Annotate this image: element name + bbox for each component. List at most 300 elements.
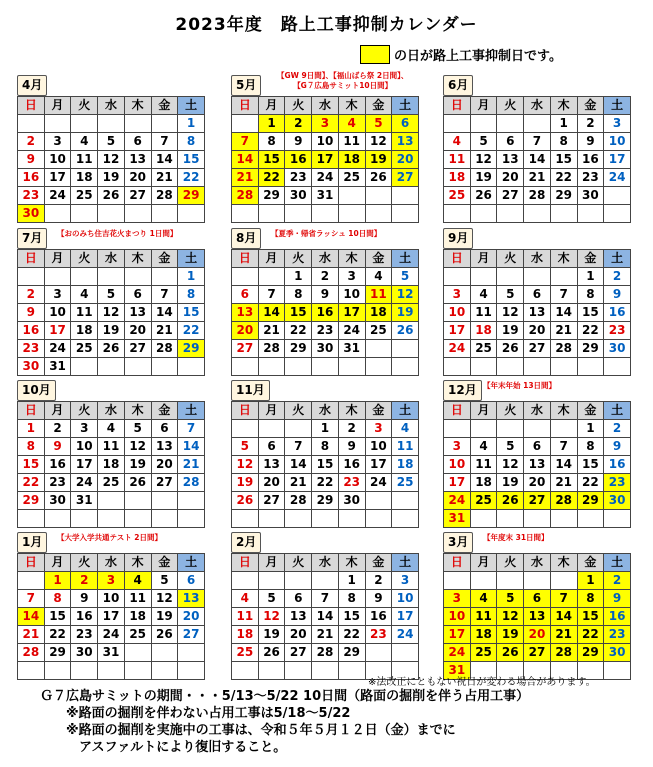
day-cell: 15 <box>285 304 312 322</box>
empty-cell <box>124 358 151 376</box>
week-row <box>232 358 419 376</box>
day-cell: 28 <box>151 187 178 205</box>
week-row <box>232 590 419 608</box>
week-row <box>444 590 631 608</box>
day-cell: 2 <box>604 268 631 286</box>
month-table <box>443 401 631 528</box>
day-cell: 5 <box>497 590 524 608</box>
day-cell: 30 <box>18 205 45 223</box>
empty-cell <box>312 510 339 528</box>
weekday-header: 月 <box>44 250 71 268</box>
empty-cell <box>98 115 125 133</box>
day-cell: 28 <box>550 644 577 662</box>
day-cell: 20 <box>178 608 205 626</box>
empty-cell <box>71 205 98 223</box>
empty-cell <box>232 115 259 133</box>
empty-cell <box>258 268 285 286</box>
day-cell: 16 <box>18 322 45 340</box>
empty-cell <box>497 115 524 133</box>
empty-cell <box>550 205 577 223</box>
day-cell: 31 <box>444 662 471 680</box>
weekday-header: 水 <box>312 97 339 115</box>
empty-cell <box>604 205 631 223</box>
empty-cell <box>178 644 205 662</box>
day-cell: 27 <box>285 644 312 662</box>
week-row <box>444 286 631 304</box>
day-cell: 25 <box>470 492 497 510</box>
empty-cell <box>285 358 312 376</box>
weekday-header: 水 <box>312 554 339 572</box>
day-cell: 7 <box>258 286 285 304</box>
day-cell: 28 <box>18 644 45 662</box>
day-cell: 19 <box>98 169 125 187</box>
month-label: 6月 <box>443 75 473 96</box>
day-cell: 30 <box>604 340 631 358</box>
day-cell: 4 <box>71 286 98 304</box>
empty-cell <box>124 492 151 510</box>
day-cell: 23 <box>285 169 312 187</box>
day-cell: 4 <box>470 286 497 304</box>
day-cell: 29 <box>44 644 71 662</box>
day-cell: 20 <box>232 322 259 340</box>
weekday-header: 木 <box>124 554 151 572</box>
day-cell: 4 <box>71 133 98 151</box>
day-cell: 8 <box>18 438 45 456</box>
weekday-header: 日 <box>18 402 45 420</box>
empty-cell <box>550 420 577 438</box>
day-cell: 24 <box>312 169 339 187</box>
empty-cell <box>392 340 419 358</box>
day-cell: 12 <box>98 304 125 322</box>
day-cell: 16 <box>44 456 71 474</box>
day-cell: 24 <box>44 187 71 205</box>
day-cell: 8 <box>577 286 604 304</box>
day-cell: 2 <box>285 115 312 133</box>
day-cell: 26 <box>124 474 151 492</box>
day-cell: 4 <box>124 572 151 590</box>
week-row <box>444 268 631 286</box>
week-row <box>444 358 631 376</box>
day-cell: 14 <box>151 151 178 169</box>
day-cell: 13 <box>151 438 178 456</box>
day-cell: 26 <box>98 340 125 358</box>
day-cell: 22 <box>18 474 45 492</box>
weekday-header: 火 <box>497 97 524 115</box>
day-cell: 11 <box>338 133 365 151</box>
weekday-header: 木 <box>550 250 577 268</box>
day-cell: 23 <box>365 626 392 644</box>
empty-cell <box>392 187 419 205</box>
day-cell: 18 <box>365 304 392 322</box>
day-cell: 3 <box>338 268 365 286</box>
weekday-header: 火 <box>497 554 524 572</box>
week-row <box>18 151 205 169</box>
month-calendar <box>17 379 205 528</box>
empty-cell <box>577 358 604 376</box>
empty-cell <box>232 572 259 590</box>
day-cell: 19 <box>497 626 524 644</box>
week-row <box>444 572 631 590</box>
day-cell: 9 <box>604 590 631 608</box>
day-cell: 27 <box>524 644 551 662</box>
day-cell: 27 <box>497 187 524 205</box>
day-cell: 10 <box>604 133 631 151</box>
weekday-header: 土 <box>178 554 205 572</box>
day-cell: 21 <box>151 169 178 187</box>
day-cell: 25 <box>124 626 151 644</box>
weekday-header: 金 <box>577 250 604 268</box>
day-cell: 21 <box>178 456 205 474</box>
month-calendar <box>231 379 419 528</box>
day-cell: 12 <box>497 608 524 626</box>
day-cell: 22 <box>577 626 604 644</box>
day-cell: 3 <box>312 115 339 133</box>
day-cell: 19 <box>124 456 151 474</box>
day-cell: 15 <box>258 151 285 169</box>
weekday-header: 木 <box>124 250 151 268</box>
day-cell: 12 <box>124 438 151 456</box>
day-cell: 24 <box>444 492 471 510</box>
empty-cell <box>497 358 524 376</box>
week-row <box>444 133 631 151</box>
empty-cell <box>470 205 497 223</box>
day-cell: 12 <box>151 590 178 608</box>
day-cell: 9 <box>18 151 45 169</box>
weekday-header: 日 <box>18 554 45 572</box>
day-cell: 23 <box>18 340 45 358</box>
day-cell: 10 <box>365 438 392 456</box>
day-cell: 10 <box>98 590 125 608</box>
empty-cell <box>338 187 365 205</box>
day-cell: 22 <box>577 474 604 492</box>
empty-cell <box>98 358 125 376</box>
day-cell: 17 <box>444 626 471 644</box>
day-cell: 6 <box>258 438 285 456</box>
day-cell: 12 <box>232 456 259 474</box>
weekday-header: 水 <box>524 554 551 572</box>
day-cell: 31 <box>44 358 71 376</box>
day-cell: 21 <box>550 626 577 644</box>
day-cell: 23 <box>604 322 631 340</box>
week-row <box>232 268 419 286</box>
empty-cell <box>18 115 45 133</box>
month-calendar <box>17 531 205 680</box>
week-row <box>18 644 205 662</box>
holiday-footnote: ※法改正にともない祝日が変わる場合があります。 <box>368 677 596 688</box>
empty-cell <box>365 205 392 223</box>
legend-swatch <box>360 45 390 64</box>
day-cell: 3 <box>444 590 471 608</box>
day-cell: 27 <box>258 492 285 510</box>
day-cell: 13 <box>232 304 259 322</box>
day-cell: 29 <box>285 340 312 358</box>
day-cell: 25 <box>98 474 125 492</box>
weekday-header: 水 <box>98 97 125 115</box>
empty-cell <box>577 510 604 528</box>
empty-cell <box>44 510 71 528</box>
day-cell: 23 <box>604 474 631 492</box>
day-cell: 22 <box>312 474 339 492</box>
day-cell: 15 <box>312 456 339 474</box>
day-cell: 2 <box>312 268 339 286</box>
day-cell: 9 <box>71 590 98 608</box>
day-cell: 24 <box>44 340 71 358</box>
empty-cell <box>44 268 71 286</box>
weekday-header: 火 <box>71 97 98 115</box>
empty-cell <box>285 572 312 590</box>
weekday-header: 金 <box>365 250 392 268</box>
day-cell: 4 <box>392 420 419 438</box>
week-row <box>18 420 205 438</box>
weekday-header: 金 <box>577 97 604 115</box>
weekday-header: 金 <box>365 554 392 572</box>
week-row <box>18 456 205 474</box>
day-cell: 26 <box>258 644 285 662</box>
weekday-header: 月 <box>470 250 497 268</box>
day-cell: 1 <box>577 572 604 590</box>
week-row <box>18 133 205 151</box>
day-cell: 22 <box>338 626 365 644</box>
empty-cell <box>524 115 551 133</box>
day-cell: 12 <box>392 286 419 304</box>
empty-cell <box>258 205 285 223</box>
empty-cell <box>312 358 339 376</box>
day-cell: 18 <box>338 151 365 169</box>
day-cell: 30 <box>604 492 631 510</box>
empty-cell <box>258 662 285 680</box>
day-cell: 6 <box>285 590 312 608</box>
day-cell: 21 <box>550 474 577 492</box>
empty-cell <box>444 358 471 376</box>
day-cell: 18 <box>124 608 151 626</box>
day-cell: 8 <box>577 438 604 456</box>
day-cell: 26 <box>470 187 497 205</box>
empty-cell <box>470 268 497 286</box>
empty-cell <box>470 420 497 438</box>
empty-cell <box>285 510 312 528</box>
weekday-header: 火 <box>285 250 312 268</box>
weekday-header: 土 <box>178 97 205 115</box>
empty-cell <box>444 268 471 286</box>
day-cell: 7 <box>550 438 577 456</box>
day-cell: 19 <box>151 608 178 626</box>
day-cell: 21 <box>258 322 285 340</box>
day-cell: 23 <box>338 474 365 492</box>
day-cell: 31 <box>71 492 98 510</box>
empty-cell <box>338 358 365 376</box>
day-cell: 25 <box>470 340 497 358</box>
empty-cell <box>124 644 151 662</box>
day-cell: 16 <box>365 608 392 626</box>
day-cell: 5 <box>497 286 524 304</box>
week-row <box>232 608 419 626</box>
day-cell: 10 <box>44 304 71 322</box>
day-cell: 2 <box>577 115 604 133</box>
empty-cell <box>71 268 98 286</box>
day-cell: 20 <box>285 626 312 644</box>
weekday-header: 月 <box>258 250 285 268</box>
day-cell: 2 <box>18 286 45 304</box>
empty-cell <box>18 662 45 680</box>
day-cell: 9 <box>365 590 392 608</box>
day-cell: 14 <box>550 304 577 322</box>
empty-cell <box>365 187 392 205</box>
day-cell: 8 <box>178 133 205 151</box>
day-cell: 20 <box>524 626 551 644</box>
empty-cell <box>550 358 577 376</box>
empty-cell <box>98 268 125 286</box>
day-cell: 23 <box>604 626 631 644</box>
day-cell: 11 <box>71 151 98 169</box>
day-cell: 22 <box>550 169 577 187</box>
month-table <box>17 249 205 376</box>
day-cell: 13 <box>178 590 205 608</box>
empty-cell <box>604 510 631 528</box>
weekday-header: 日 <box>444 97 471 115</box>
week-row <box>232 115 419 133</box>
empty-cell <box>151 662 178 680</box>
day-cell: 15 <box>550 151 577 169</box>
day-cell: 9 <box>604 438 631 456</box>
day-cell: 4 <box>470 590 497 608</box>
day-cell: 1 <box>550 115 577 133</box>
day-cell: 24 <box>98 626 125 644</box>
day-cell: 31 <box>312 187 339 205</box>
empty-cell <box>71 358 98 376</box>
day-cell: 21 <box>18 626 45 644</box>
day-cell: 25 <box>365 322 392 340</box>
day-cell: 6 <box>151 420 178 438</box>
empty-cell <box>178 358 205 376</box>
day-cell: 2 <box>71 572 98 590</box>
day-cell: 10 <box>312 133 339 151</box>
weekday-header: 日 <box>232 97 259 115</box>
day-cell: 18 <box>444 169 471 187</box>
day-cell: 18 <box>392 456 419 474</box>
week-row <box>232 205 419 223</box>
day-cell: 10 <box>71 438 98 456</box>
day-cell: 6 <box>497 133 524 151</box>
day-cell: 1 <box>178 115 205 133</box>
empty-cell <box>258 358 285 376</box>
day-cell: 26 <box>232 492 259 510</box>
week-row <box>18 662 205 680</box>
day-cell: 27 <box>232 340 259 358</box>
day-cell: 26 <box>392 322 419 340</box>
day-cell: 30 <box>71 644 98 662</box>
month-calendar <box>443 379 631 528</box>
day-cell: 2 <box>18 133 45 151</box>
month-calendar <box>17 74 205 223</box>
day-cell: 4 <box>470 438 497 456</box>
day-cell: 8 <box>178 286 205 304</box>
empty-cell <box>470 115 497 133</box>
day-cell: 2 <box>604 572 631 590</box>
empty-cell <box>98 492 125 510</box>
day-cell: 25 <box>71 187 98 205</box>
empty-cell <box>71 115 98 133</box>
empty-cell <box>524 420 551 438</box>
day-cell: 25 <box>444 187 471 205</box>
weekday-header: 水 <box>98 554 125 572</box>
empty-cell <box>338 510 365 528</box>
day-cell: 3 <box>604 115 631 133</box>
day-cell: 4 <box>232 590 259 608</box>
month-note: 【大学入学共通テスト 2日間】 <box>57 533 163 542</box>
day-cell: 6 <box>178 572 205 590</box>
note-line: ※路面の掘削を伴わない占用工事は5/18～5/22 <box>40 706 351 721</box>
weekday-header: 火 <box>497 402 524 420</box>
weekday-header: 土 <box>392 97 419 115</box>
empty-cell <box>604 358 631 376</box>
week-row <box>444 151 631 169</box>
empty-cell <box>497 572 524 590</box>
empty-cell <box>232 358 259 376</box>
weekday-header: 木 <box>338 402 365 420</box>
day-cell: 22 <box>577 322 604 340</box>
month-label: 7月 <box>17 228 47 249</box>
day-cell: 17 <box>44 169 71 187</box>
day-cell: 6 <box>524 438 551 456</box>
day-cell: 19 <box>232 474 259 492</box>
month-calendar <box>443 227 631 376</box>
empty-cell <box>524 358 551 376</box>
day-cell: 27 <box>151 474 178 492</box>
day-cell: 28 <box>232 187 259 205</box>
day-cell: 14 <box>178 438 205 456</box>
day-cell: 29 <box>577 492 604 510</box>
month-calendar <box>443 531 631 680</box>
empty-cell <box>232 420 259 438</box>
day-cell: 21 <box>151 322 178 340</box>
weekday-header: 土 <box>178 250 205 268</box>
weekday-header: 水 <box>524 250 551 268</box>
month-table <box>443 249 631 376</box>
empty-cell <box>285 662 312 680</box>
empty-cell <box>470 572 497 590</box>
empty-cell <box>365 340 392 358</box>
week-row <box>444 205 631 223</box>
day-cell: 29 <box>550 187 577 205</box>
weekday-header: 水 <box>98 402 125 420</box>
empty-cell <box>497 420 524 438</box>
day-cell: 18 <box>98 456 125 474</box>
empty-cell <box>151 115 178 133</box>
empty-cell <box>18 572 45 590</box>
weekday-header: 火 <box>285 402 312 420</box>
day-cell: 8 <box>258 133 285 151</box>
day-cell: 27 <box>124 187 151 205</box>
day-cell: 22 <box>44 626 71 644</box>
weekday-header: 金 <box>151 97 178 115</box>
day-cell: 11 <box>392 438 419 456</box>
day-cell: 12 <box>497 304 524 322</box>
weekday-header: 金 <box>151 250 178 268</box>
day-cell: 2 <box>365 572 392 590</box>
month-label: 11月 <box>231 380 270 401</box>
empty-cell <box>151 492 178 510</box>
empty-cell <box>338 662 365 680</box>
day-cell: 26 <box>497 340 524 358</box>
day-cell: 30 <box>44 492 71 510</box>
day-cell: 13 <box>258 456 285 474</box>
month-label: 3月 <box>443 532 473 553</box>
day-cell: 17 <box>392 608 419 626</box>
week-row <box>232 438 419 456</box>
month-label: 5月 <box>231 75 261 96</box>
day-cell: 19 <box>392 304 419 322</box>
empty-cell <box>18 510 45 528</box>
